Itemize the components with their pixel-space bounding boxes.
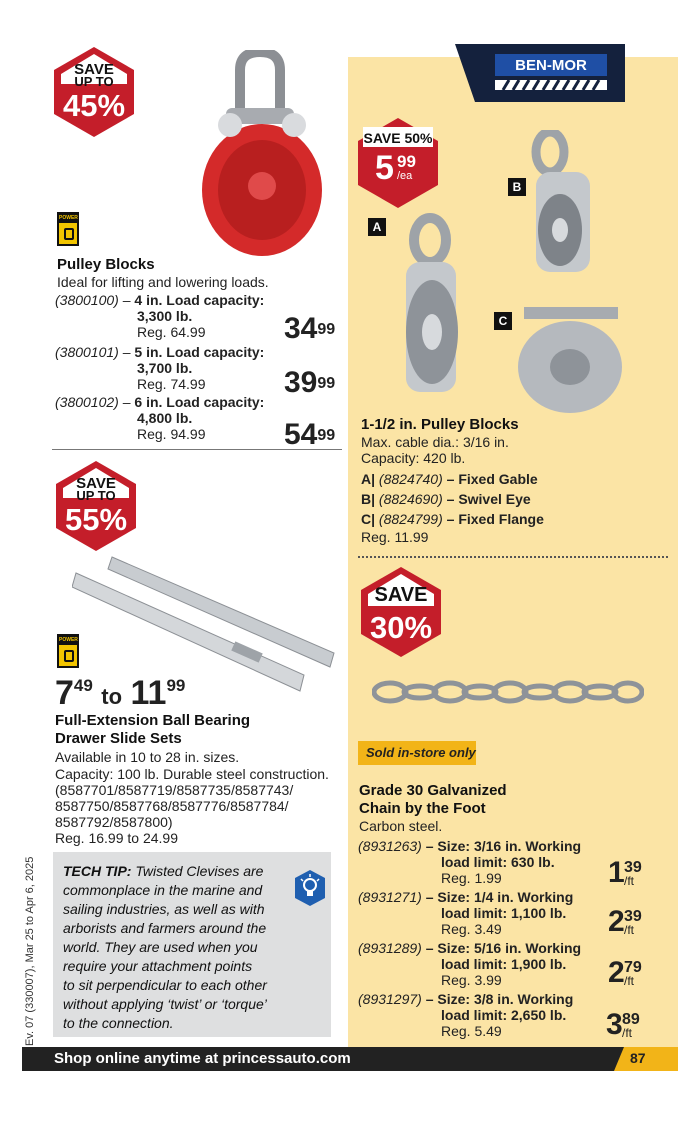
variant-sku: (8824799) [378, 511, 443, 527]
per-foot-price [608, 956, 642, 989]
price-cents: 39 [624, 908, 642, 925]
tech-tip-line: world. They are used when you [63, 939, 258, 955]
price-unit: /ft [624, 923, 635, 937]
spec-line2: load limit: 630 lb. [441, 854, 555, 870]
save-badge-pulley [53, 46, 135, 138]
reg-price: Reg. 3.49 [441, 921, 502, 937]
price-unit: /ft [624, 874, 635, 888]
high-dollars: 11 [130, 674, 167, 712]
spec-line1: – Size: 5/16 in. Working [425, 940, 582, 956]
slides-desc2: Capacity: 100 lb. Durable steel construction. [55, 766, 329, 782]
reg-price: Reg. 64.99 [137, 324, 206, 340]
sku: (8931263) [358, 838, 422, 854]
save-badge-slides [55, 460, 137, 552]
spec-line1: 5 in. Load capacity: [134, 344, 265, 360]
tech-tip-lead: TECH TIP: [63, 863, 132, 879]
small-pulleys-line2: Capacity: 420 lb. [361, 450, 466, 466]
spec-line1: 4 in. Load capacity: [134, 292, 265, 308]
badge-save-label: SAVE [74, 61, 114, 78]
price-dollars: 2 [608, 956, 625, 989]
lightbulb-icon [295, 870, 325, 906]
edition-note: Ev. 07 (330007), Mar 25 to Apr 6, 2025 [24, 856, 36, 1046]
reg-price: Reg. 3.99 [441, 972, 502, 988]
price-unit: /ft [624, 974, 635, 988]
pulley-c-image [514, 305, 626, 415]
brand-name: BEN-MOR [515, 57, 587, 74]
low-dollars: 7 [55, 674, 74, 712]
spec-line2: load limit: 1,100 lb. [441, 905, 567, 921]
price-cents: 89 [622, 1011, 640, 1028]
spec-line1: 6 in. Load capacity: [134, 394, 265, 410]
small-pulleys-line1: Max. cable dia.: 3/16 in. [361, 434, 509, 450]
spec-line2: 3,700 lb. [137, 360, 193, 376]
price-cents: 79 [624, 959, 642, 976]
pulley-item [55, 344, 285, 360]
tech-tip-line: sailing industries, as well as with [63, 901, 265, 917]
per-foot-price [606, 1008, 640, 1041]
price-dollars: 54 [284, 418, 318, 451]
instore-label: Sold in-store only [366, 745, 476, 760]
slides-title-line2: Drawer Slide Sets [55, 730, 182, 747]
chain-subtitle: Carbon steel. [359, 818, 443, 834]
page-number: 87 [630, 1050, 646, 1066]
label-a: A [368, 218, 386, 236]
variant-letter: C| [361, 511, 376, 527]
badge-save-label: SAVE [76, 475, 116, 492]
chain-item [358, 838, 581, 854]
price-cents: 99 [397, 152, 416, 171]
per-foot-price [608, 905, 642, 938]
price-cents: 39 [624, 859, 642, 876]
pulley-a-image [392, 212, 472, 402]
badge-upto-label: UP TO [74, 74, 114, 89]
variant-a [361, 471, 538, 487]
spec-line1: – Size: 3/8 in. Working [425, 991, 574, 1007]
variant-sku: (8824740) [378, 471, 443, 487]
price-dollars: 5 [375, 149, 394, 187]
price-unit: /ea [397, 170, 413, 182]
variant-name: – Swivel Eye [446, 491, 531, 507]
price-cents: 99 [317, 375, 336, 392]
pulley-blocks-subtitle: Ideal for lifting and lowering loads. [57, 274, 269, 290]
spec-line1: – Size: 3/16 in. Working [425, 838, 582, 854]
sku: (8931271) [358, 889, 422, 905]
save-badge-chain [360, 566, 442, 658]
tech-tip-box [53, 852, 331, 1037]
dash: – [122, 394, 131, 410]
sale-price [284, 420, 335, 450]
chain-title-line1: Grade 30 Galvanized [359, 782, 507, 799]
slides-skus3: 8587792/8587800) [55, 814, 173, 830]
chain-item [358, 940, 581, 956]
variant-b [361, 491, 531, 507]
to-label: to [101, 684, 123, 709]
fist-icon [64, 228, 74, 240]
pulley-item [55, 394, 285, 410]
slides-title-line1: Full-Extension Ball Bearing [55, 712, 251, 729]
pulley-blocks-title: Pulley Blocks [57, 256, 155, 273]
low-cents: 49 [73, 676, 93, 695]
dash: – [122, 292, 131, 308]
price-cents: 99 [317, 427, 336, 444]
spec-line2: 3,300 lb. [137, 308, 193, 324]
save-badge-small-pulley [357, 117, 439, 209]
spec-line2: load limit: 1,900 lb. [441, 956, 567, 972]
power-fist-logo [57, 634, 79, 668]
reg-price: Reg. 74.99 [137, 376, 206, 392]
sku: (3800102) [55, 394, 119, 410]
price-dollars: 39 [284, 366, 318, 399]
fist-icon [64, 650, 74, 662]
drawer-slides-image [72, 555, 337, 695]
power-fist-label: POWER FIST [59, 637, 78, 652]
footer-bar [22, 1047, 678, 1071]
page-number-badge [614, 1047, 678, 1071]
red-pulley-image [200, 50, 330, 260]
tech-tip-line: Twisted Clevises are [135, 863, 264, 879]
ben-mor-logo [455, 44, 625, 102]
tech-tip-line: to the connection. [63, 1015, 174, 1031]
variant-letter: A| [361, 471, 376, 487]
tech-tip-line: to sit perpendicular to each other [63, 977, 267, 993]
slides-skus1: (8587701/8587719/8587735/8587743/ [55, 782, 294, 798]
tech-tip-line: arborists and farmers around the [63, 920, 267, 936]
reg-price: Reg. 94.99 [137, 426, 206, 442]
label-b: B [508, 178, 526, 196]
footer-link[interactable]: Shop online anytime at princessauto.com [54, 1050, 351, 1067]
variant-name: – Fixed Flange [446, 511, 544, 527]
sku: (8931289) [358, 940, 422, 956]
dash: – [122, 344, 131, 360]
chain-item [358, 991, 573, 1007]
save-50-label: SAVE 50% [363, 130, 433, 146]
spec-line2: load limit: 2,650 lb. [441, 1007, 567, 1023]
slides-desc1: Available in 10 to 28 in. sizes. [55, 749, 240, 765]
small-pulleys-reg: Reg. 11.99 [361, 529, 429, 545]
section-divider [52, 449, 342, 450]
badge-upto-label: UP TO [76, 488, 116, 503]
dotted-divider [358, 556, 668, 558]
label-c: C [494, 312, 512, 330]
price-dollars: 2 [608, 905, 625, 938]
high-cents: 99 [166, 676, 186, 695]
sku: (3800100) [55, 292, 119, 308]
price-unit: /ft [622, 1026, 633, 1040]
pulley-b-image [528, 130, 598, 280]
pulley-item [55, 292, 285, 308]
spec-line1: – Size: 1/4 in. Working [425, 889, 574, 905]
tech-tip-line: without applying ‘twist’ or ‘torque’ [63, 996, 267, 1012]
sku: (8931297) [358, 991, 422, 1007]
slides-skus2: 8587750/8587768/8587776/8587784/ [55, 798, 289, 814]
variant-letter: B| [361, 491, 376, 507]
spec-line2: 4,800 lb. [137, 410, 193, 426]
chain-image [372, 674, 644, 710]
tech-tip-line: commonplace in the marine and [63, 882, 263, 898]
variant-c [361, 511, 544, 527]
power-fist-logo [57, 212, 79, 246]
chain-title-line2: Chain by the Foot [359, 800, 486, 817]
tech-tip-text [63, 862, 293, 1033]
small-pulleys-title: 1-1/2 in. Pulley Blocks [361, 416, 519, 433]
variant-sku: (8824690) [378, 491, 443, 507]
price-dollars: 3 [606, 1008, 623, 1041]
badge-save-label: SAVE [374, 584, 428, 606]
sale-price [284, 314, 335, 344]
chain-item [358, 889, 573, 905]
price-cents: 99 [317, 321, 336, 338]
sku: (3800101) [55, 344, 119, 360]
power-fist-label: POWER FIST [59, 215, 78, 230]
slides-reg: Reg. 16.99 to 24.99 [55, 830, 178, 846]
tech-tip-line: require your attachment points [63, 958, 253, 974]
reg-price: Reg. 1.99 [441, 870, 502, 886]
sale-price [284, 368, 335, 398]
per-foot-price [608, 856, 642, 889]
badge-percent: 55% [64, 502, 128, 537]
badge-percent: 45% [62, 88, 126, 123]
variant-name: – Fixed Gable [446, 471, 538, 487]
price-dollars: 34 [284, 312, 318, 345]
slide-price-range [55, 676, 185, 710]
reg-price: Reg. 5.49 [441, 1023, 502, 1039]
badge-percent: 30% [369, 610, 433, 645]
instore-tag [358, 741, 476, 765]
price-dollars: 1 [608, 856, 625, 889]
